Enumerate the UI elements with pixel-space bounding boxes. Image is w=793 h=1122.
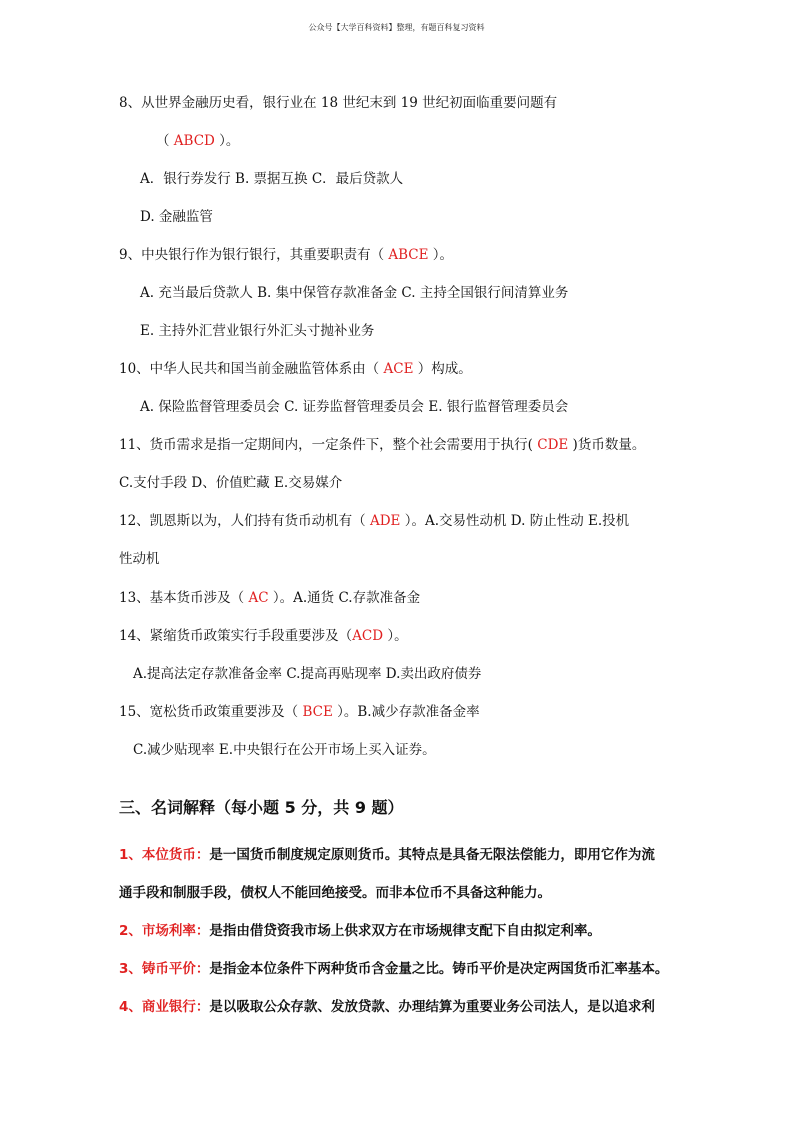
answer-text: ABCD [173,133,215,149]
answer-text: ABCE [388,247,429,263]
question-12-continuation: 性动机 [119,551,160,567]
definition-term: 3、铸币平价： [119,961,210,977]
question-8-options-1: A．银行券发行 B. 票据互换 C．最后贷款人 [140,171,404,187]
answer-text: ADE [369,513,401,529]
question-14-stem: 14、紧缩货币政策实行手段重要涉及（ACD ）。 [119,628,408,644]
question-11-stem: 11、货币需求是指一定期间内，一定条件下，整个社会需要用于执行( CDE )货币数量。 [119,437,646,453]
question-9-stem: 9、中央银行作为银行银行，其重要职责有（ ABCE ）。 [119,247,454,263]
definition-term: 4、商业银行： [119,999,210,1015]
question-12-stem: 12、凯恩斯以为，人们持有货币动机有（ ADE ）。A.交易性动机 D. 防止性动 E.投机 [119,513,630,529]
definition-term: 1、本位货币： [119,847,210,863]
question-8-options-2: D. 金融监管 [140,209,213,225]
question-9-options-2: E. 主持外汇营业银行外汇头寸抛补业务 [140,323,375,339]
page-header: 公众号【大学百科资料】整理，有题百科复习资料 [308,23,485,32]
definition-3: 3、铸币平价：是指金本位条件下两种货币含金量之比。铸币平价是决定两国货币汇率基本。 [119,961,669,977]
definition-1-continuation: 通手段和制服手段，债权人不能回绝接受。而非本位币不具备这种能力。 [119,885,551,901]
definition-1: 1、本位货币：是一国货币制度规定原则货币。其特点是具备无限法偿能力，即用它作为流 [119,847,655,863]
question-13-stem: 13、基本货币涉及（ AC ）。A.通货 C.存款准备金 [119,590,421,606]
answer-text: AC [248,590,269,606]
question-8-answer-line: （ ABCD ）。 [156,133,240,149]
question-14-options: A.提高法定存款准备金率 C.提高再贴现率 D.卖出政府债券 [133,666,482,682]
question-9-options-1: A. 充当最后贷款人 B. 集中保管存款准备金 C. 主持全国银行间清算业务 [140,285,569,301]
question-10-options: A. 保险监督管理委员会 C. 证券监督管理委员会 E. 银行监督管理委员会 [140,399,569,415]
question-11-options: C.支付手段 D、价值贮藏 E.交易媒介 [119,475,343,491]
question-15-stem: 15、宽松货币政策重要涉及（ BCE ）。B.减少存款准备金率 [119,704,480,720]
answer-text: ACD [352,628,384,644]
definition-2: 2、市场利率：是指由借贷资我市场上供求双方在市场规律支配下自由拟定利率。 [119,923,601,939]
question-15-continuation: C.减少贴现率 E.中央银行在公开市场上买入证券。 [133,742,436,758]
answer-text: ACE [383,361,414,377]
definition-4: 4、商业银行：是以吸取公众存款、发放贷款、办理结算为重要业务公司法人，是以追求利 [119,999,655,1015]
answer-text: BCE [302,704,333,720]
answer-text: CDE [537,437,569,453]
section-heading: 三、名词解释（每小题 5 分，共 9 题） [119,798,404,817]
definition-term: 2、市场利率： [119,923,210,939]
question-10-stem: 10、中华人民共和国当前金融监管体系由（ ACE ）构成。 [119,361,472,377]
question-8-stem: 8、从世界金融历史看，银行业在 18 世纪末到 19 世纪初面临重要问题有 [119,95,558,111]
